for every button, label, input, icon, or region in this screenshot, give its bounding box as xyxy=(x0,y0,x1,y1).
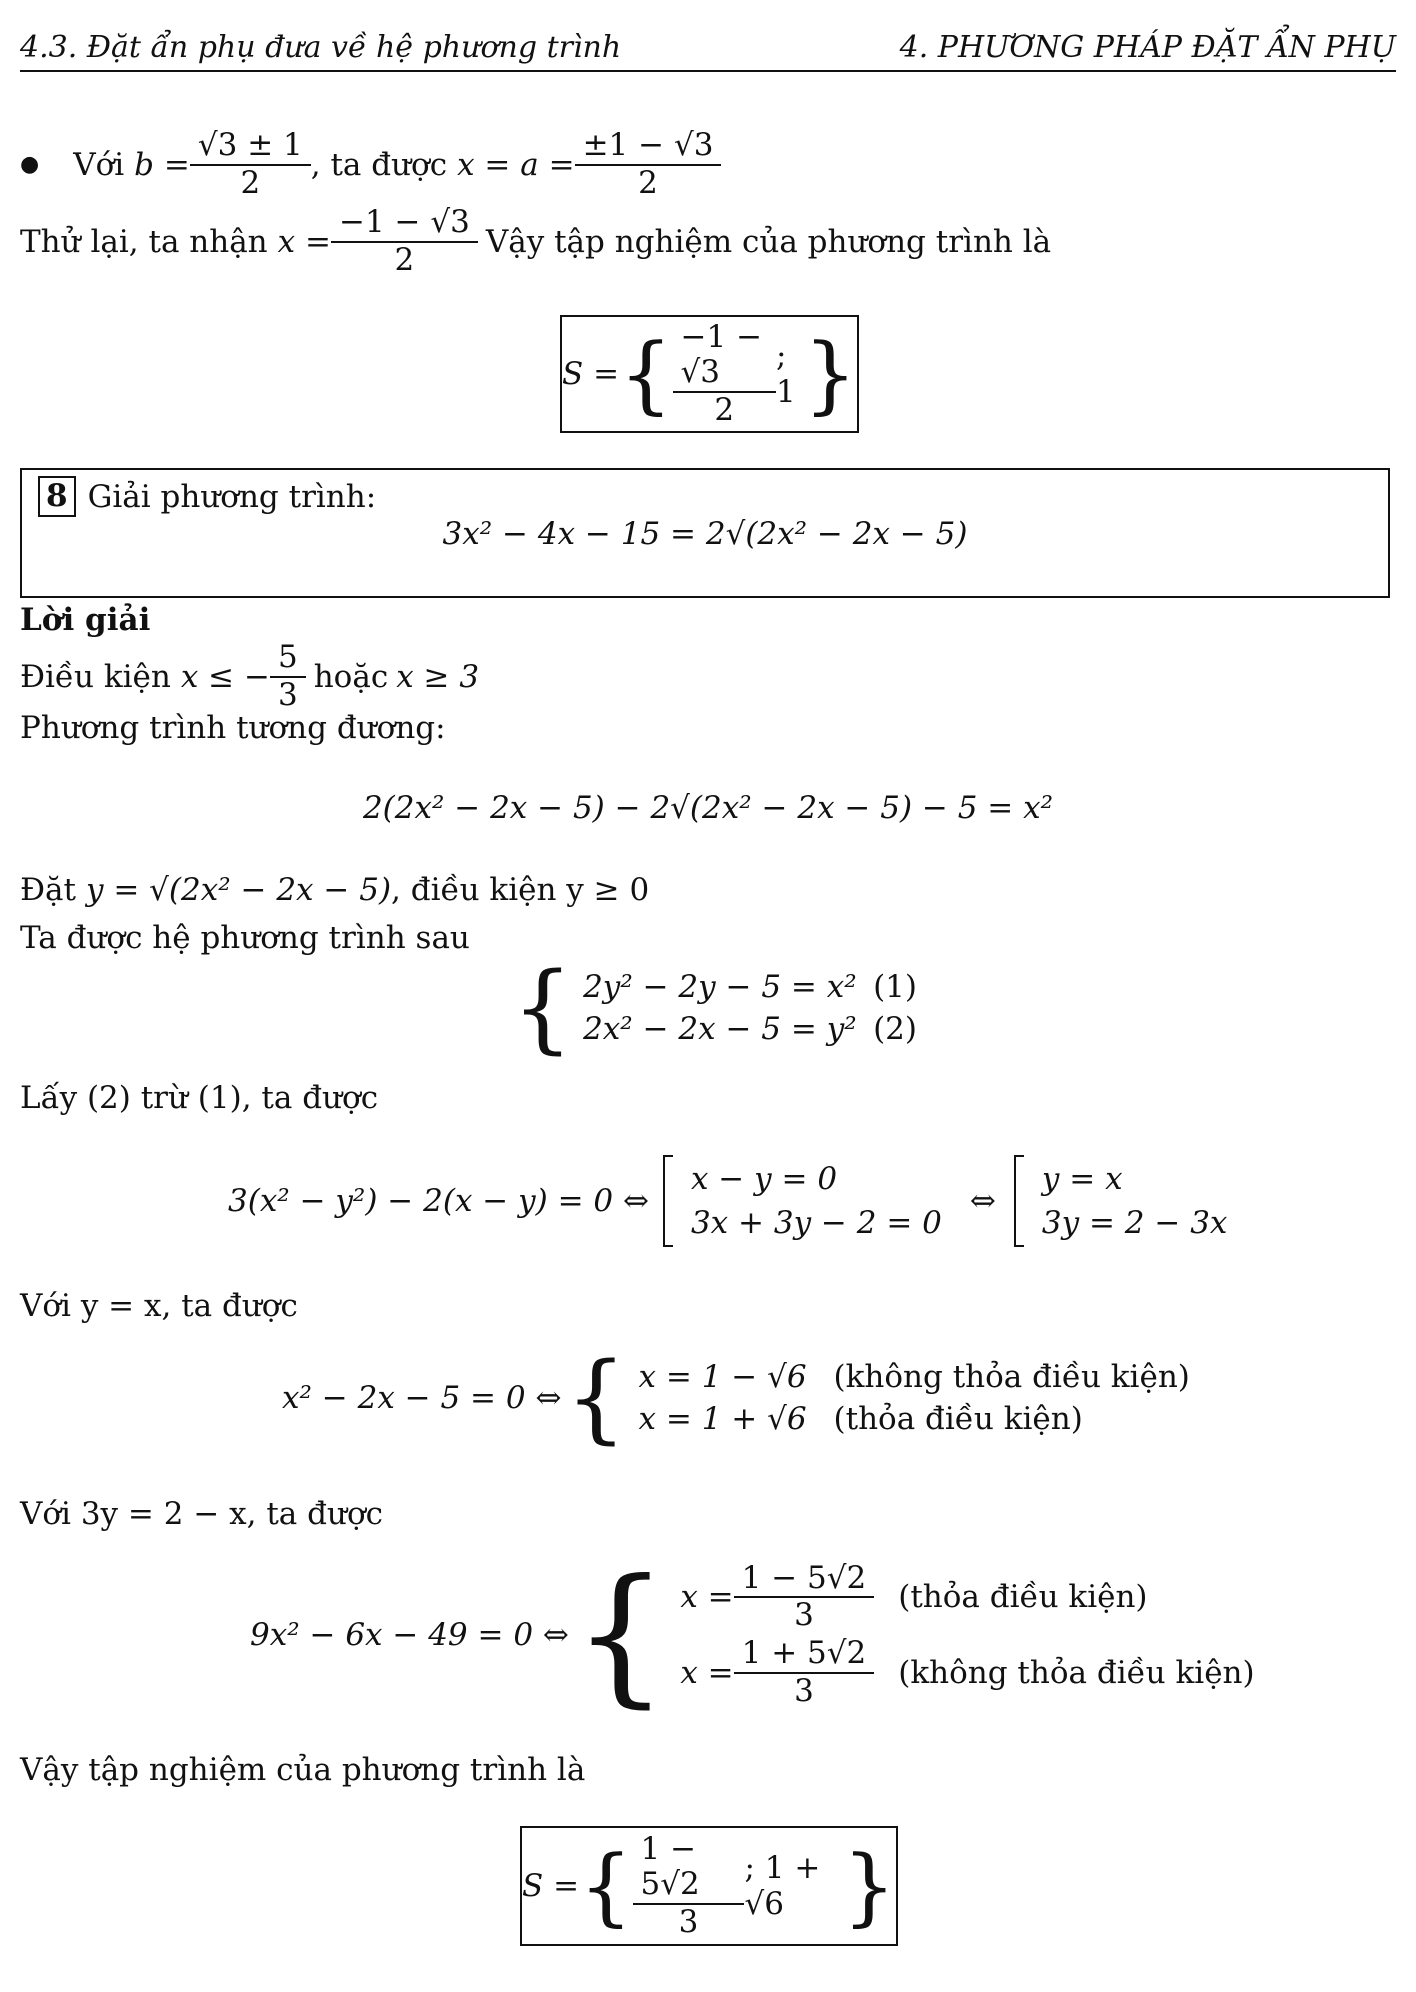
system-tag-2: (2) xyxy=(873,1011,917,1047)
retry-suffix: Vậy tập nghiệm của phương trình là xyxy=(485,223,1052,260)
case2-intro: Với 3y = 2 − x, ta được xyxy=(20,1496,383,1532)
b-frac-num: √3 ± 1 xyxy=(197,127,303,163)
running-header-right: 4. PHƯƠNG PHÁP ĐẶT ẨN PHỤ xyxy=(899,30,1396,65)
solution-heading: Lời giải xyxy=(20,602,151,638)
difference-cases-b xyxy=(1006,1155,1228,1247)
case2-x1: x = xyxy=(680,1579,734,1616)
set2-left-brace: { xyxy=(579,1837,633,1935)
problem-title: Giải phương trình: xyxy=(87,478,377,515)
bullet-prefix: Với xyxy=(73,146,125,183)
retry-frac-num: −1 − √3 xyxy=(338,204,470,240)
system-eq-2: 2x² − 2x − 5 = y² xyxy=(583,1011,857,1047)
case2-note-2: (không thỏa điều kiện) xyxy=(898,1654,1255,1691)
system-eq-1: 2y² − 2y − 5 = x² xyxy=(583,969,857,1005)
substitution-prefix: Đặt xyxy=(20,872,76,908)
retry-fraction xyxy=(335,205,474,278)
xa-frac-den: 2 xyxy=(575,164,722,202)
case2-block xyxy=(250,1548,1255,1722)
b-frac-den: 2 xyxy=(190,164,311,202)
difference-cases-a xyxy=(655,1155,942,1247)
bullet-line xyxy=(20,128,721,201)
case2-frac-2-den: 3 xyxy=(734,1672,875,1710)
equivalent-equation: 2(2x² − 2x − 5) − 2√(2x² − 2x − 5) − 5 = x² xyxy=(362,790,1054,826)
condition-frac-num: 5 xyxy=(277,639,298,675)
condition-prefix: Điều kiện xyxy=(20,658,171,695)
case1-block xyxy=(282,1342,1190,1454)
solution-set-box-1 xyxy=(560,315,859,433)
retry-prefix: Thử lại, ta nhận xyxy=(20,223,268,260)
case2-lhs: 9x² − 6x − 49 = 0 ⇔ xyxy=(250,1617,569,1653)
set1-tail: ; 1 xyxy=(776,338,796,410)
system-intro: Ta được hệ phương trình sau xyxy=(20,920,470,956)
case1-lhs: x² − 2x − 5 = 0 ⇔ xyxy=(282,1380,562,1416)
bullet-mid-text: , ta được xyxy=(310,146,448,183)
system-block xyxy=(512,952,917,1064)
condition-frac-den: 3 xyxy=(270,676,306,714)
substitution-line xyxy=(20,872,649,908)
difference-a2: 3x + 3y − 2 = 0 xyxy=(690,1205,942,1241)
case2-frac-2 xyxy=(738,1636,871,1709)
difference-b2: 3y = 2 − 3x xyxy=(1041,1205,1228,1241)
problem-equation: 3x² − 4x − 15 = 2√(2x² − 2x − 5) xyxy=(442,516,968,552)
retry-line xyxy=(20,205,1051,278)
case2-brace: { xyxy=(572,1548,669,1722)
problem-number: 8 xyxy=(38,476,76,517)
set1-frac-den: 2 xyxy=(673,391,776,429)
problem-box xyxy=(20,468,1390,598)
solution-set-box-2 xyxy=(520,1826,898,1946)
subtract-intro: Lấy (2) trừ (1), ta được xyxy=(20,1080,379,1116)
condition-tail: x ≥ 3 xyxy=(396,658,480,695)
bracket-b xyxy=(1014,1155,1024,1247)
case2-frac-1 xyxy=(738,1561,871,1634)
case2-frac-2-num: 1 + 5√2 xyxy=(741,1635,867,1671)
set2-frac-den: 3 xyxy=(633,1903,745,1941)
set1-right-brace: } xyxy=(803,325,857,423)
substitution-expr: y = √(2x² − 2x − 5) xyxy=(85,872,392,908)
case1-brace: { xyxy=(565,1342,627,1454)
case2-frac-1-den: 3 xyxy=(734,1596,875,1634)
difference-b1: y = x xyxy=(1041,1161,1123,1197)
difference-a1: x − y = 0 xyxy=(690,1161,838,1197)
condition-x: x ≤ − xyxy=(180,658,270,695)
set2-tail: ; 1 + √6 xyxy=(744,1850,821,1922)
set1-fraction xyxy=(677,320,772,429)
set2-fraction xyxy=(637,1832,741,1941)
case1-root-1: x = 1 − √6 xyxy=(638,1359,807,1395)
case2-x2: x = xyxy=(680,1654,734,1691)
case2-frac-1-num: 1 − 5√2 xyxy=(741,1559,867,1596)
set1-left-brace: { xyxy=(619,325,673,423)
difference-lhs: 3(x² − y²) − 2(x − y) = 0 ⇔ xyxy=(228,1183,649,1219)
set2-s: S = xyxy=(522,1868,580,1904)
header-rule xyxy=(20,70,1396,72)
xa-label: x = a = xyxy=(457,146,575,183)
condition-line xyxy=(20,640,479,713)
case1-note-1: (không thỏa điều kiện) xyxy=(833,1359,1190,1395)
equivalent-label: Phương trình tương đương: xyxy=(20,710,446,746)
system-brace: { xyxy=(512,952,574,1064)
bullet-dot: ● xyxy=(20,152,40,178)
set1-frac-num: −1 − √3 xyxy=(680,318,763,391)
running-header-left: 4.3. Đặt ẩn phụ đưa về hệ phương trình xyxy=(20,30,622,65)
case1-intro: Với y = x, ta được xyxy=(20,1288,298,1324)
difference-equiv: ⇔ xyxy=(969,1183,996,1219)
b-fraction xyxy=(194,128,307,201)
problem-title-row xyxy=(38,476,376,517)
system-tag-1: (1) xyxy=(873,969,917,1005)
set2-right-brace: } xyxy=(842,1837,896,1935)
set1-s: S = xyxy=(562,356,620,392)
case1-note-2: (thỏa điều kiện) xyxy=(833,1401,1083,1437)
system-lines xyxy=(583,969,917,1047)
retry-x: x = xyxy=(277,223,331,260)
xa-fraction xyxy=(579,128,718,201)
set2-frac-num: 1 − 5√2 xyxy=(640,1830,700,1903)
case1-lines xyxy=(639,1359,1190,1437)
b-var: b = xyxy=(134,146,190,183)
condition-mid: hoặc xyxy=(313,658,389,695)
case1-root-2: x = 1 + √6 xyxy=(638,1401,807,1437)
condition-fraction xyxy=(274,640,302,713)
substitution-suffix: , điều kiện y ≥ 0 xyxy=(391,872,650,908)
bracket-a xyxy=(663,1155,673,1247)
final-intro: Vậy tập nghiệm của phương trình là xyxy=(20,1752,586,1788)
xa-frac-num: ±1 − √3 xyxy=(582,127,714,163)
difference-block xyxy=(228,1155,1227,1247)
retry-frac-den: 2 xyxy=(331,241,478,279)
case2-lines xyxy=(680,1561,1254,1710)
case2-note-1: (thỏa điều kiện) xyxy=(898,1579,1148,1616)
